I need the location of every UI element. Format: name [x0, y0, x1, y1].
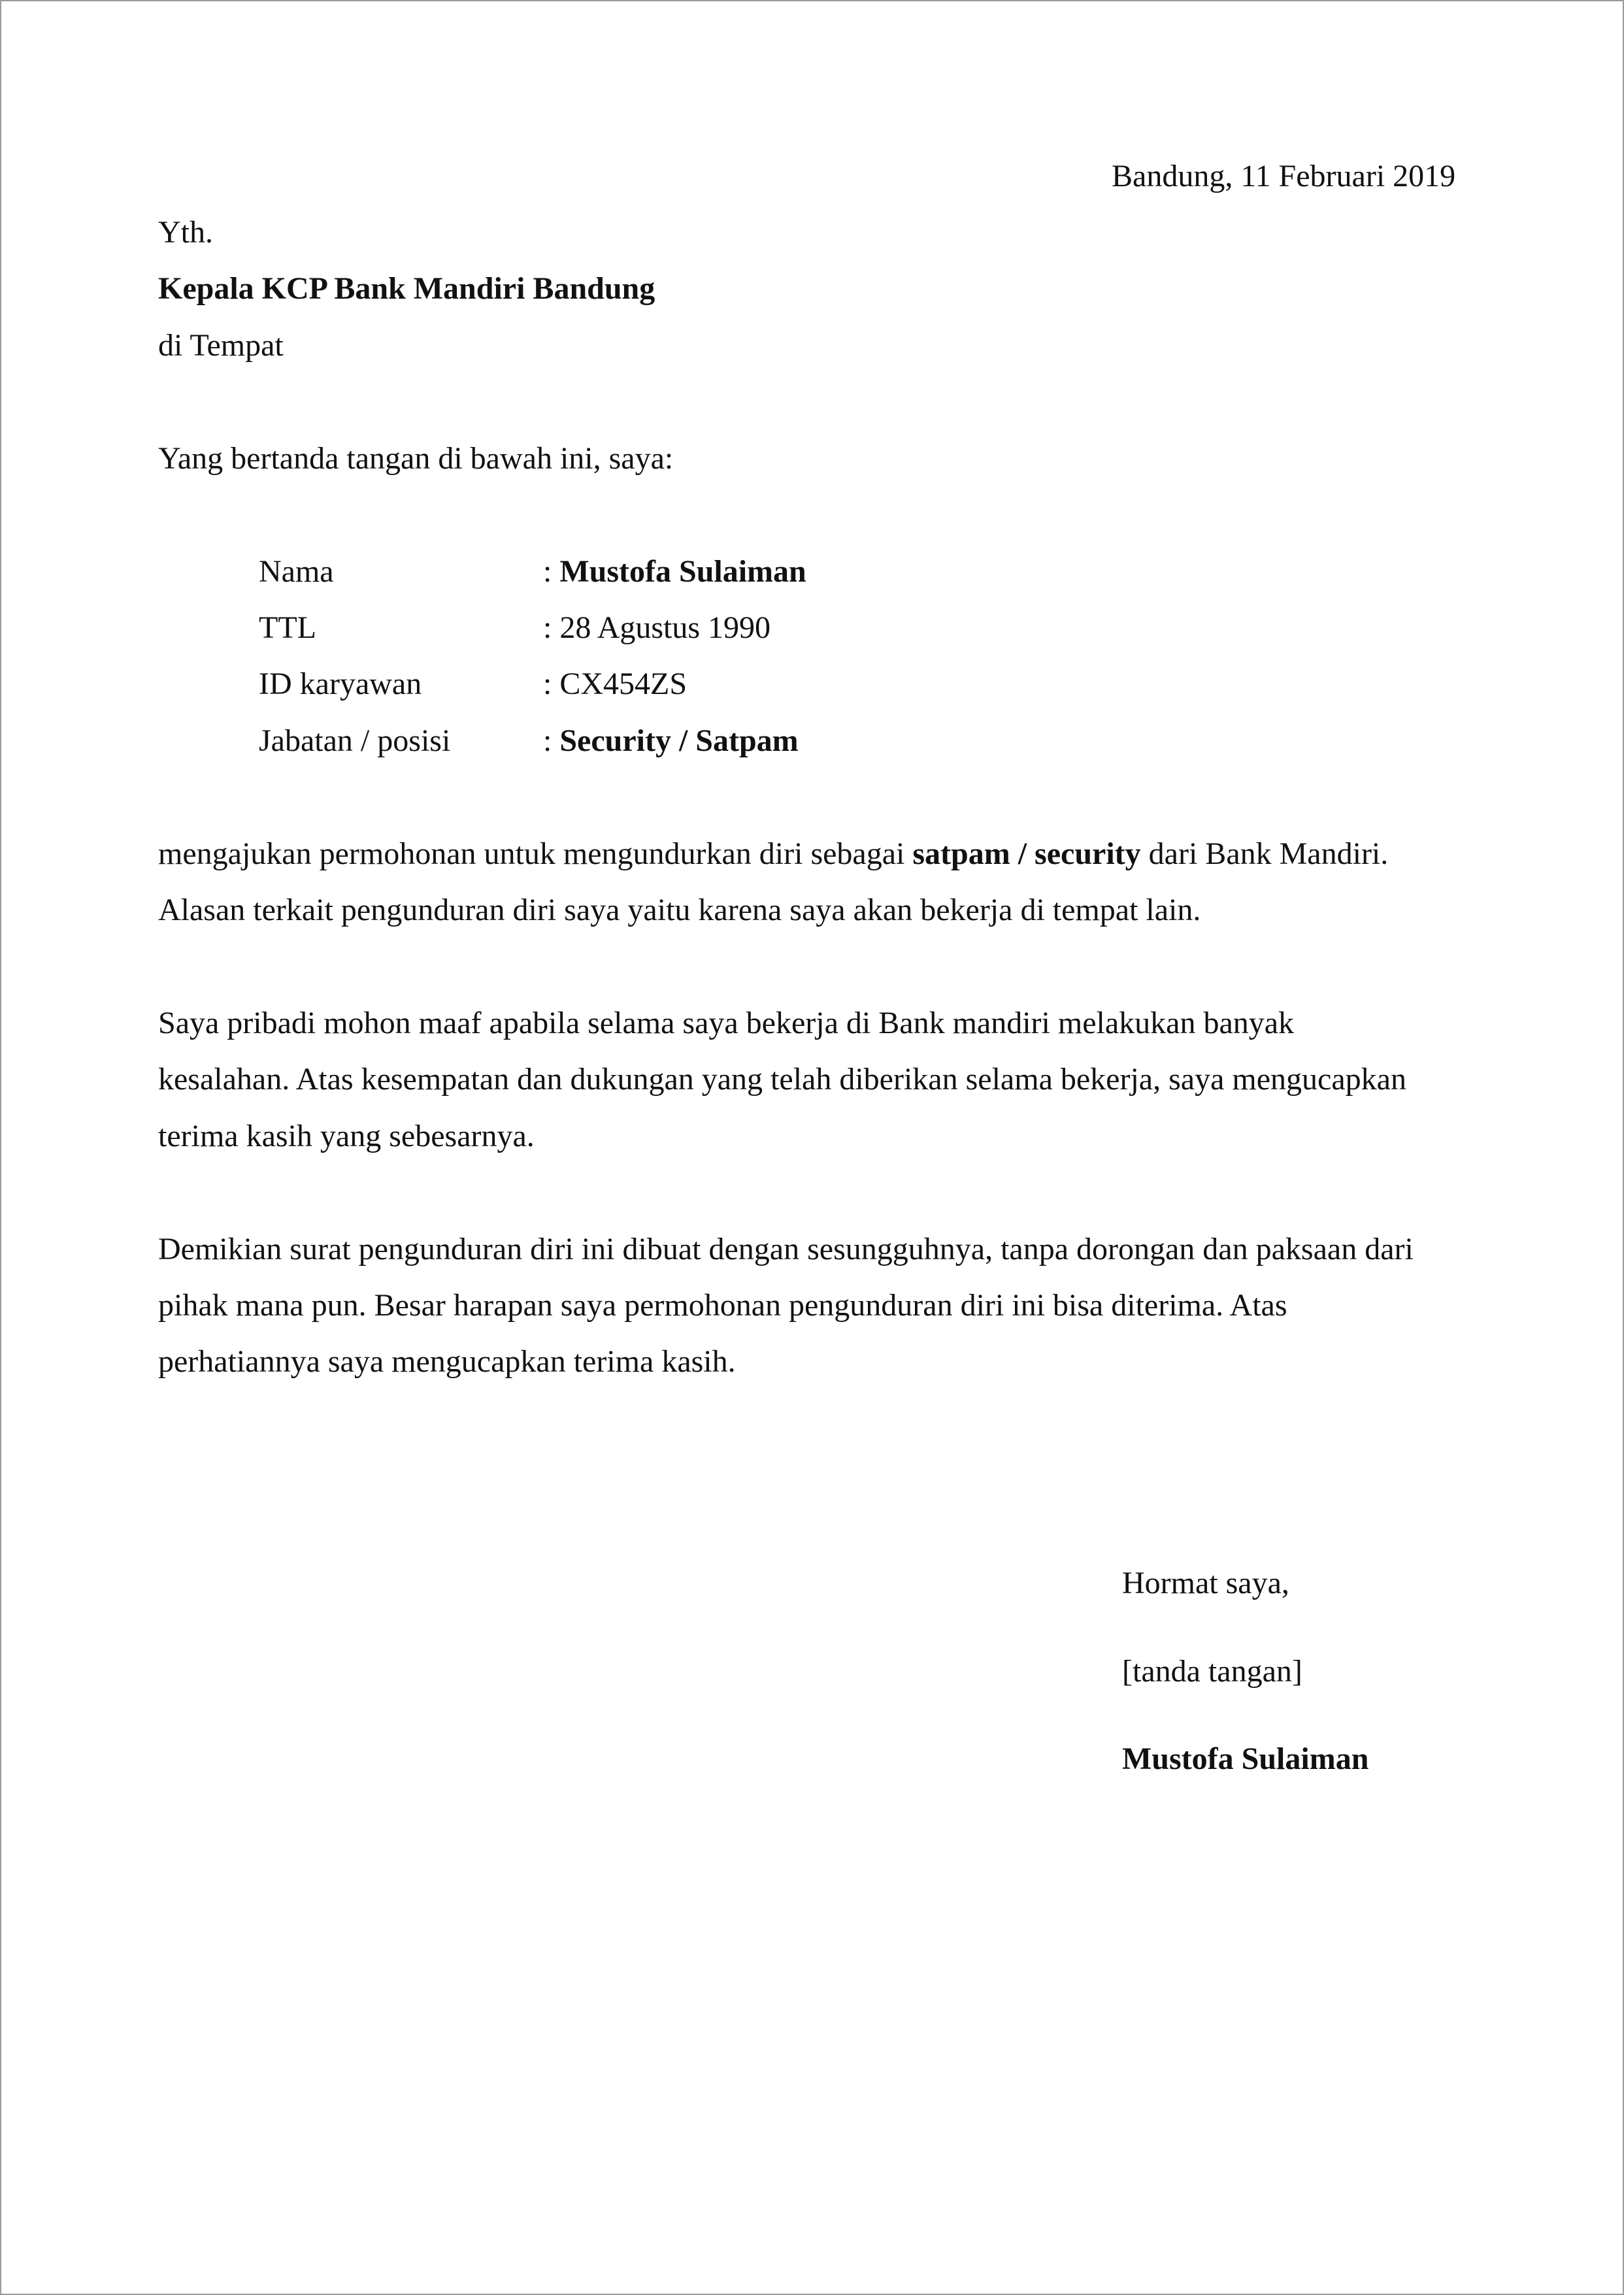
paragraph-2-line-1: Saya pribadi mohon maaf apabila selama saya bekerja di Bank mandiri melakukan banyak: [158, 1006, 1295, 1040]
paragraph-2-line-3: terima kasih yang sebesarnya.: [158, 1119, 535, 1153]
identity-label-nama: Nama: [259, 554, 334, 589]
identity-colon: :: [543, 723, 560, 758]
identity-colon: :: [543, 667, 560, 701]
identity-value-text: CX454ZS: [559, 667, 688, 701]
recipient-location: di Tempat: [158, 328, 284, 363]
paragraph-3-line-2: pihak mana pun. Besar harapan saya permohonan pengunduran diri ini bisa diterima. Atas: [158, 1288, 1287, 1323]
signer-name: Mustofa Sulaiman: [1122, 1742, 1369, 1776]
paragraph-2-line-2: kesalahan. Atas kesempatan dan dukungan yang telah diberikan selama bekerja, saya mengucapkan: [158, 1062, 1406, 1097]
identity-value-jabatan: [543, 723, 799, 759]
identity-colon: :: [543, 554, 560, 589]
identity-value-text: 28 Agustus 1990: [559, 610, 771, 645]
identity-value-text: Security / Satpam: [559, 723, 799, 758]
paragraph-3-line-3: perhatiannya saya mengucapkan terima kasih.: [158, 1344, 736, 1379]
identity-label-jabatan: Jabatan / posisi: [259, 723, 451, 758]
signature-placeholder: [tanda tangan]: [1122, 1654, 1302, 1689]
identity-value-ttl: [543, 610, 771, 646]
paragraph-1-line-1: [158, 836, 1388, 872]
paragraph-1-bold: satpam / security: [912, 836, 1141, 871]
closing-regards: Hormat saya,: [1122, 1566, 1289, 1600]
identity-label-ttl: TTL: [259, 610, 316, 645]
intro-text: Yang bertanda tangan di bawah ini, saya:: [158, 441, 674, 476]
letter-date: Bandung, 11 Februari 2019: [1112, 159, 1456, 193]
paragraph-1-line-2: Alasan terkait pengunduran diri saya yaitu karena saya akan bekerja di tempat lain.: [158, 893, 1201, 927]
paragraph-1-text: dari Bank Mandiri.: [1140, 836, 1389, 871]
recipient-salutation: Yth.: [158, 215, 213, 250]
recipient-name: Kepala KCP Bank Mandiri Bandung: [158, 271, 655, 306]
identity-colon: :: [543, 610, 560, 645]
identity-label-id: ID karyawan: [259, 667, 422, 701]
identity-value-nama: [543, 553, 806, 590]
paragraph-3-line-1: Demikian surat pengunduran diri ini dibuat dengan sesungguhnya, tanpa dorongan dan paksaan dari: [158, 1232, 1414, 1266]
paragraph-1-text: mengajukan permohonan untuk mengundurkan diri sebagai: [158, 836, 913, 871]
identity-value-text: Mustofa Sulaiman: [559, 554, 806, 589]
identity-value-id: [543, 666, 687, 702]
